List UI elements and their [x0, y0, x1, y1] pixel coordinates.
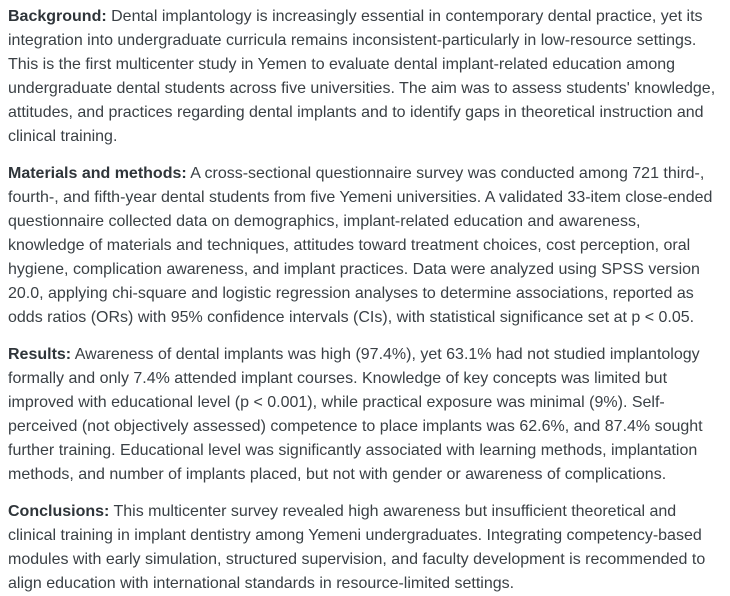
section-label-conclusions: Conclusions: — [8, 503, 110, 520]
section-text-conclusions: This multicenter survey revealed high awareness but insufficient theoretical and clinical training in implant dentistry among Yemeni undergraduates. Integrating competency-based modules with early simulation, structured supervision, and faculty development is recommended to align education with international standards in resource-limited settings. — [8, 503, 706, 592]
abstract-section-results — [8, 343, 718, 487]
section-label-background: Background: — [8, 8, 107, 25]
abstract-section-materials-and-methods — [8, 162, 718, 330]
section-text-results: Awareness of dental implants was high (97.4%), yet 63.1% had not studied implantology formally and only 7.4% attended implant courses. Knowledge of key concepts was limited but improved with educational level (p < 0.001), while practical exposure was minimal (9%). Self-perceived (not objectively assessed) competence to place implants was 62.6%, and 87.4% sought further training. Educational level was significantly associated with learning methods, implantation methods, and number of implants placed, but not with gender or awareness of complications. — [8, 346, 703, 483]
section-label-results: Results: — [8, 346, 72, 363]
abstract-section-conclusions — [8, 500, 718, 596]
section-label-materials-and-methods: Materials and methods: — [8, 165, 187, 182]
abstract-section-background — [8, 5, 718, 149]
section-text-materials-and-methods: A cross-sectional questionnaire survey was conducted among 721 third-, fourth-, and fifth-year dental students from five Yemeni universities. A validated 33-item close-ended questionnaire collected data on demographics, implant-related education and awareness, knowledge of materials and techniques, attitudes toward treatment choices, cost perception, oral hygiene, complication awareness, and implant practices. Data were analyzed using SPSS version 20.0, applying chi-square and logistic regression analyses to determine associations, reported as odds ratios (ORs) with 95% confidence intervals (CIs), with statistical significance set at p < 0.05. — [8, 165, 713, 326]
section-text-background: Dental implantology is increasingly essential in contemporary dental practice, yet its integration into undergraduate curricula remains inconsistent-particularly in low-resource settings. This is the first multicenter study in Yemen to evaluate dental implant-related education among undergraduate dental students across five universities. The aim was to assess students' knowledge, attitudes, and practices regarding dental implants and to identify gaps in theoretical instruction and clinical training. — [8, 8, 716, 145]
